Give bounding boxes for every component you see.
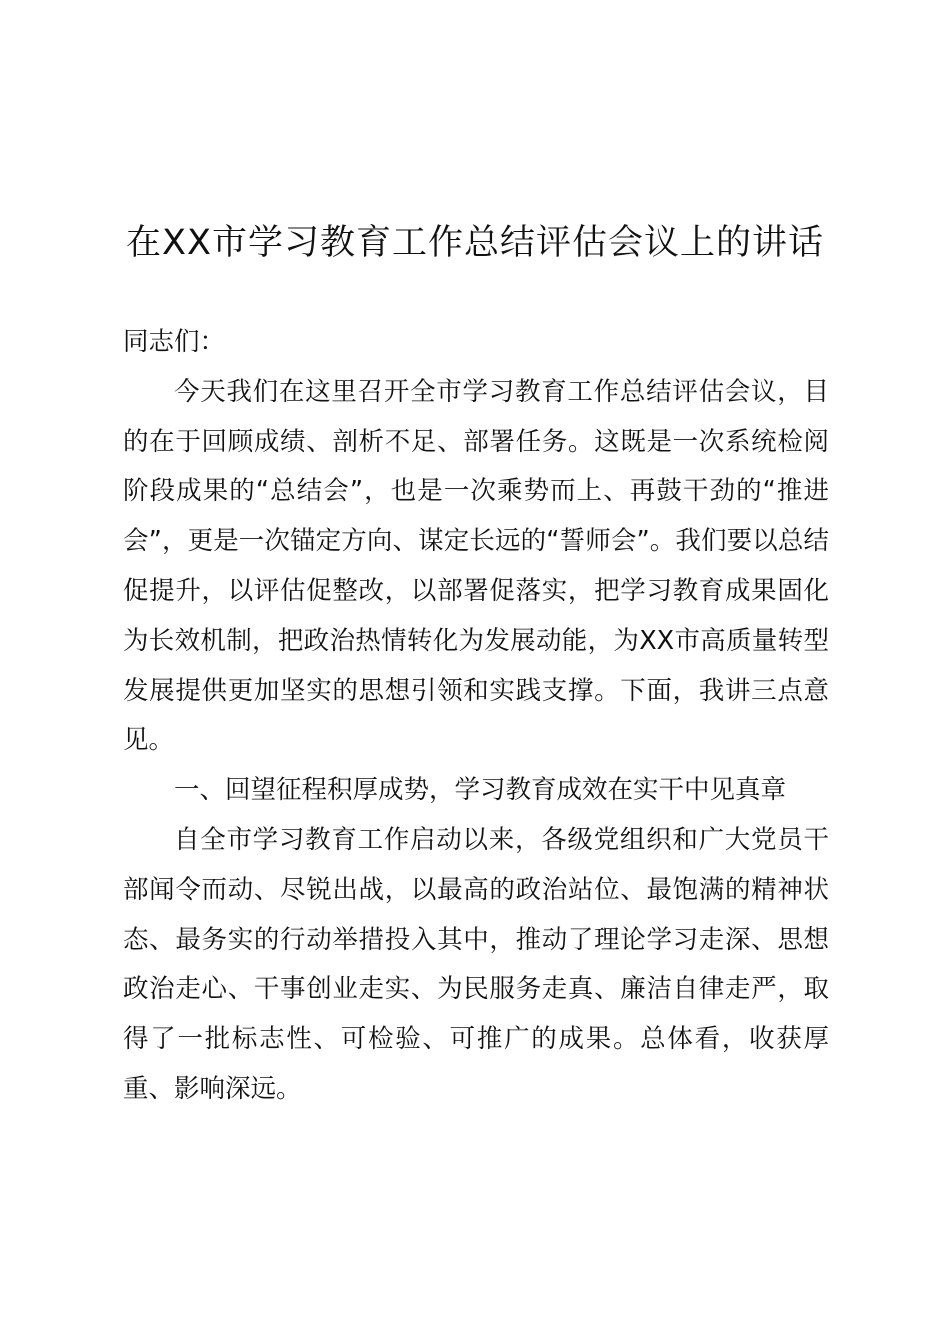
paragraph-section-1: 自全市学习教育工作启动以来，各级党组织和广大党员干部闻令而动、尽锐出战，以最高的政治站位、最饱满的精神状态、最务实的行动举措投入其中，推动了理论学习走深、思想政治走心、干事创业走实、为民服务走真、廉洁自律走严，取得了一批标志性、可检验、可推广的成果。总体看，收获厚重、影响深远。 (123, 824, 829, 1104)
salutation: 同志们： (123, 327, 226, 357)
paragraph-opening: 今天我们在这里召开全市学习教育工作总结评估会议，目的在于回顾成绩、剖析不足、部署任务。这既是一次系统检阅阶段成果的“总结会”，也是一次乘势而上、再鼓干劲的“推进会”，更是一次锚定方向、谋定长远的“誓师会”。我们要以总结促提升，以评估促整改，以部署促落实，把学习教育成果固化为长效机制，把政治热情转化为发展动能，为XX市高质量转型发展提供更加坚实的思想引领和实践支撑。下面，我讲三点意见。 (123, 376, 829, 756)
section-heading-1: 一、回望征程积厚成势，学习教育成效在实干中见真章 (174, 775, 787, 806)
document-title: 在XX市学习教育工作总结评估会议上的讲话 (126, 223, 824, 263)
document-body (123, 318, 829, 1115)
